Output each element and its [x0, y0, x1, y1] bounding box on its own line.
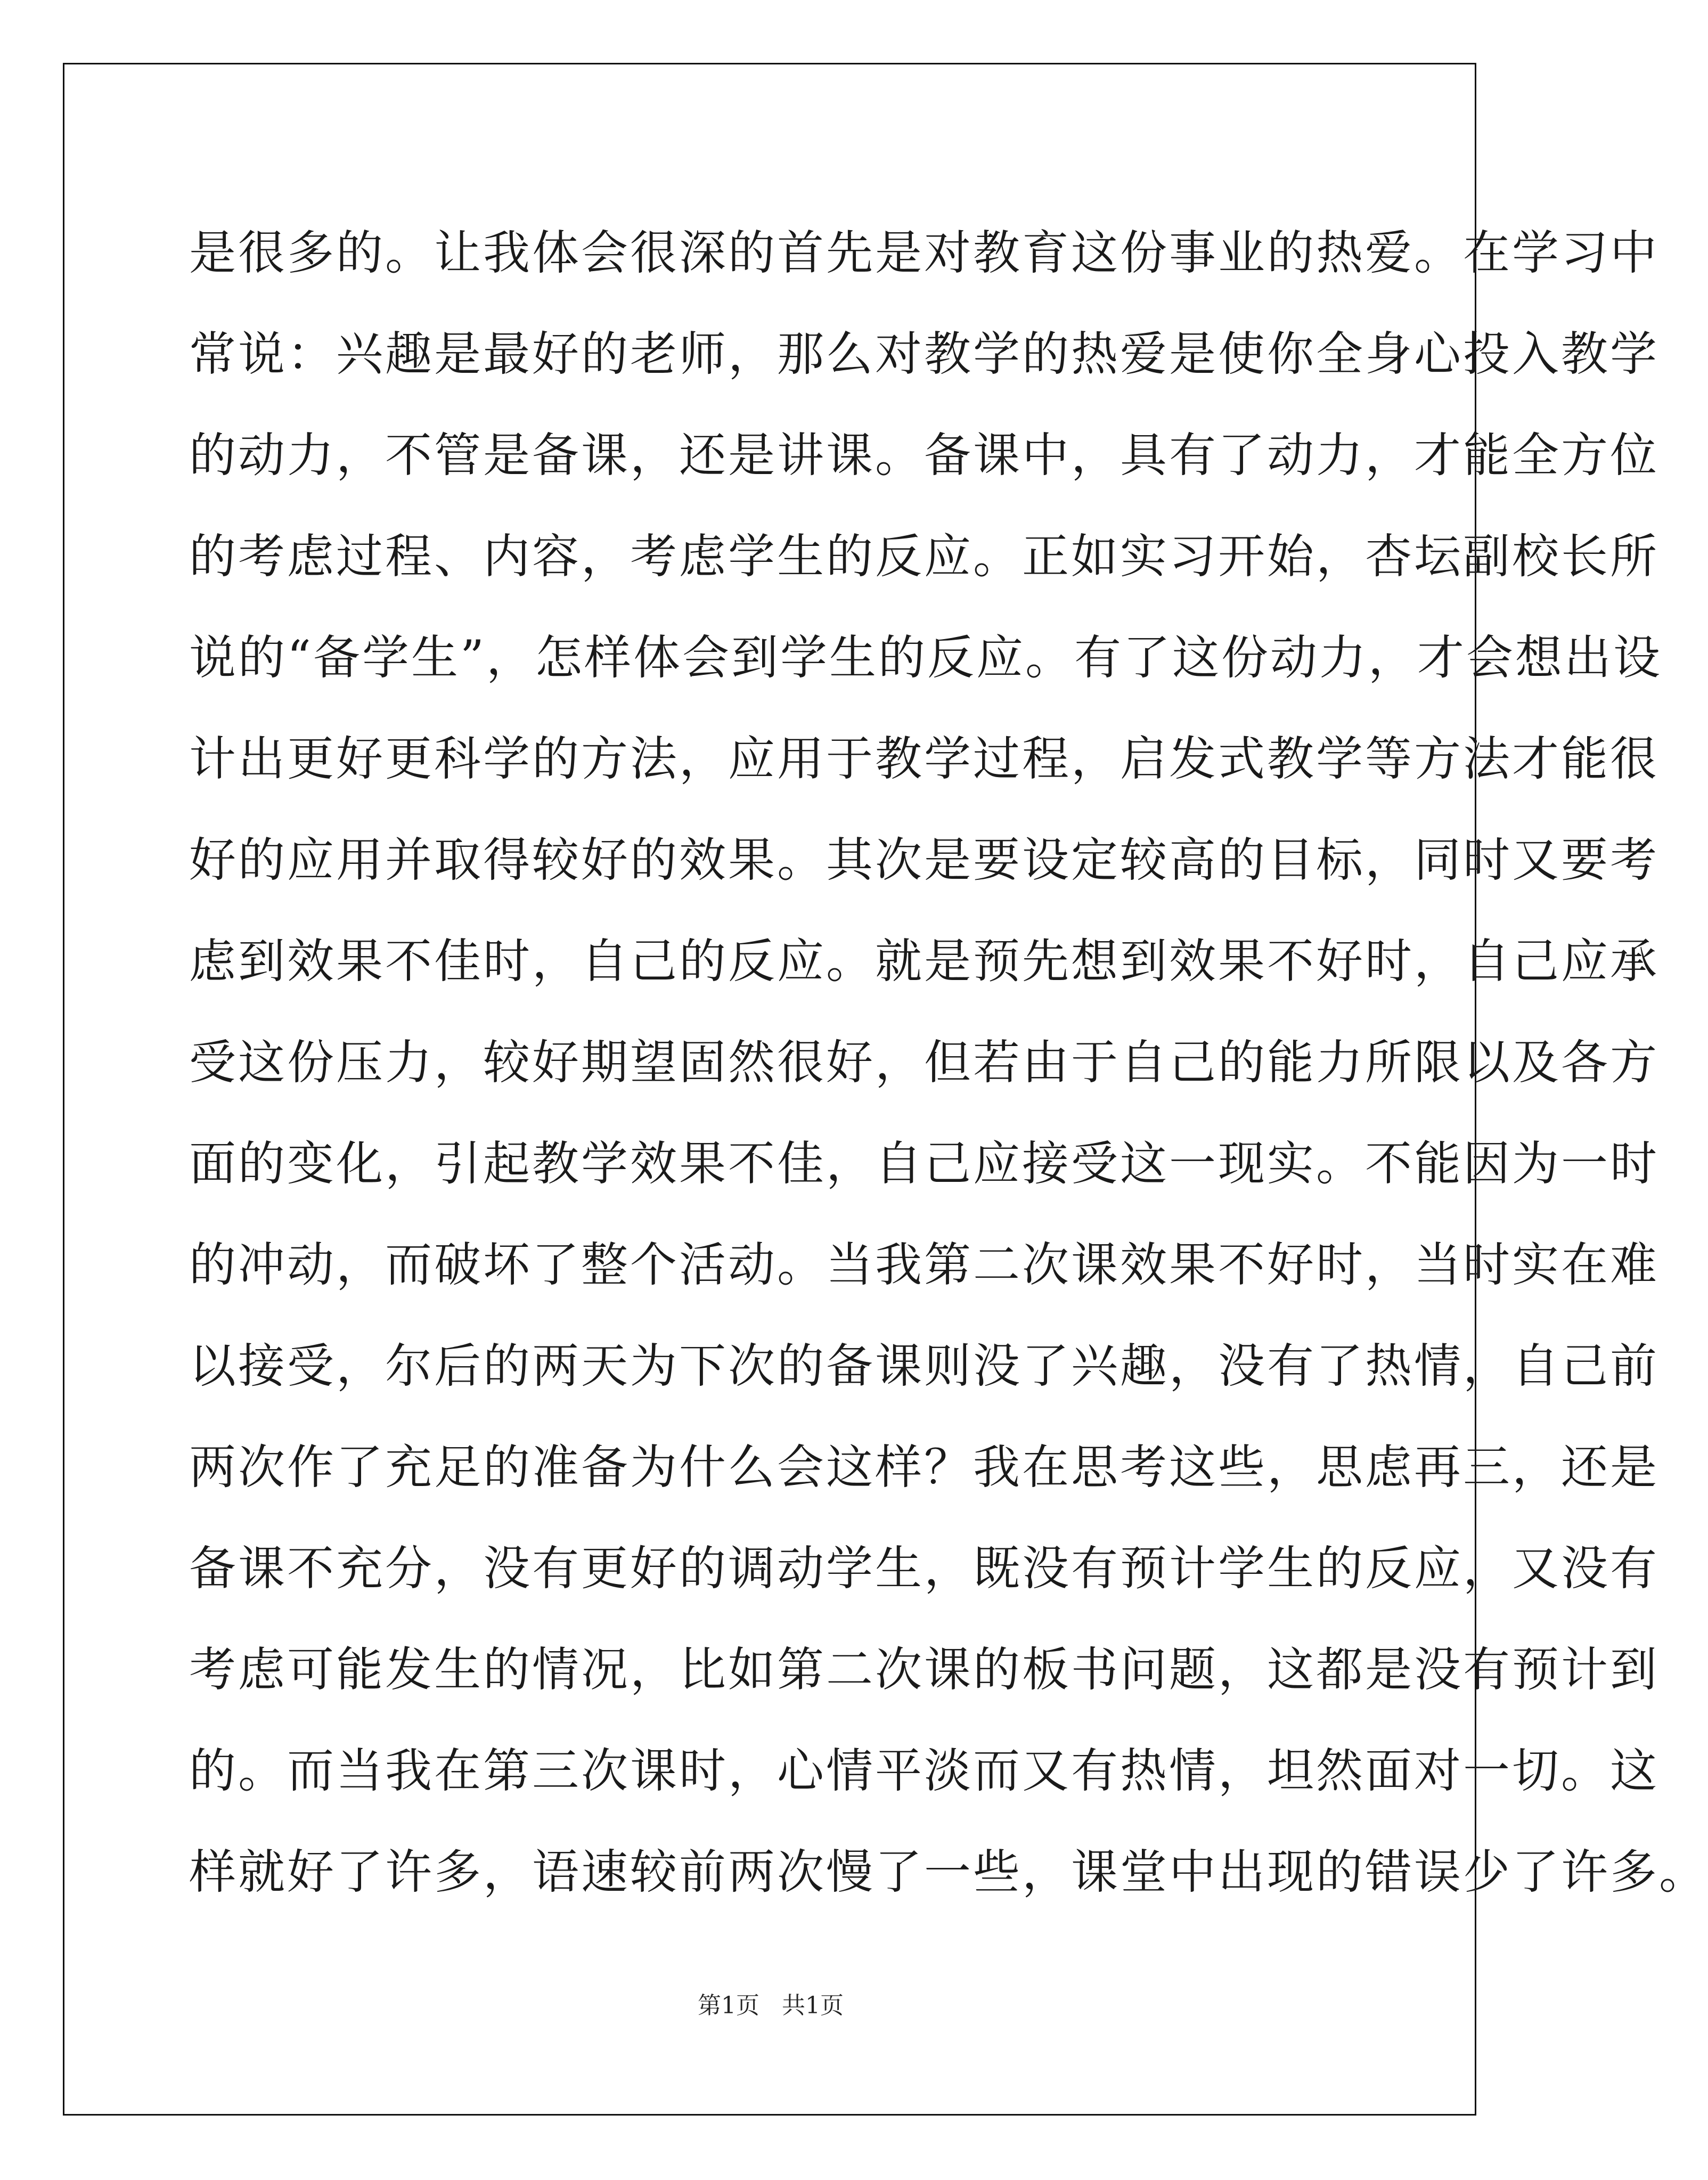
- document-body: [189, 202, 1708, 1923]
- text-line: 两次作了充足的准备为什么会这样？我在思考这些，思虑再三，还是: [189, 1440, 1660, 1495]
- text-line: 样就好了许多，语速较前两次慢了一些，课堂中出现的错误少了许多。: [189, 1844, 1708, 1899]
- text-line: 的冲动，而破坏了整个活动。当我第二次课效果不好时，当时实在难: [189, 1237, 1660, 1292]
- text-line: 虑到效果不佳时，自己的反应。就是预先想到效果不好时，自己应承: [189, 934, 1660, 989]
- text-line: 面的变化，引起教学效果不佳，自己应接受这一现实。不能因为一时: [189, 1136, 1660, 1191]
- text-line: 的考虑过程、内容，考虑学生的反应。正如实习开始，杏坛副校长所: [189, 529, 1660, 584]
- page-number-footer: 第1页 共1页: [698, 1992, 844, 2019]
- text-line: 的。而当我在第三次课时，心情平淡而又有热情，坦然面对一切。这: [189, 1743, 1660, 1798]
- text-line: 以接受，尔后的两天为下次的备课则没了兴趣，没有了热情，自己前: [189, 1338, 1660, 1393]
- text-line: 是很多的。让我体会很深的首先是对教育这份事业的热爱。在学习中: [189, 225, 1660, 280]
- text-line: 受这份压力，较好期望固然很好，但若由于自己的能力所限以及各方: [189, 1035, 1660, 1090]
- text-line: 的动力，不管是备课，还是讲课。备课中，具有了动力，才能全方位: [189, 428, 1660, 483]
- text-line: 好的应用并取得较好的效果。其次是要设定较高的目标，同时又要考: [189, 832, 1660, 887]
- text-line: 常说：兴趣是最好的老师，那么对教学的热爱是使你全身心投入教学: [189, 326, 1660, 381]
- text-line: 备课不充分，没有更好的调动学生，既没有预计学生的反应，又没有: [189, 1541, 1660, 1596]
- text-line: 说的“备学生”，怎样体会到学生的反应。有了这份动力，才会想出设: [189, 630, 1662, 685]
- text-line: 考虑可能发生的情况，比如第二次课的板书问题，这都是没有预计到: [189, 1642, 1660, 1697]
- text-line: 计出更好更科学的方法，应用于教学过程，启发式教学等方法才能很: [189, 731, 1660, 786]
